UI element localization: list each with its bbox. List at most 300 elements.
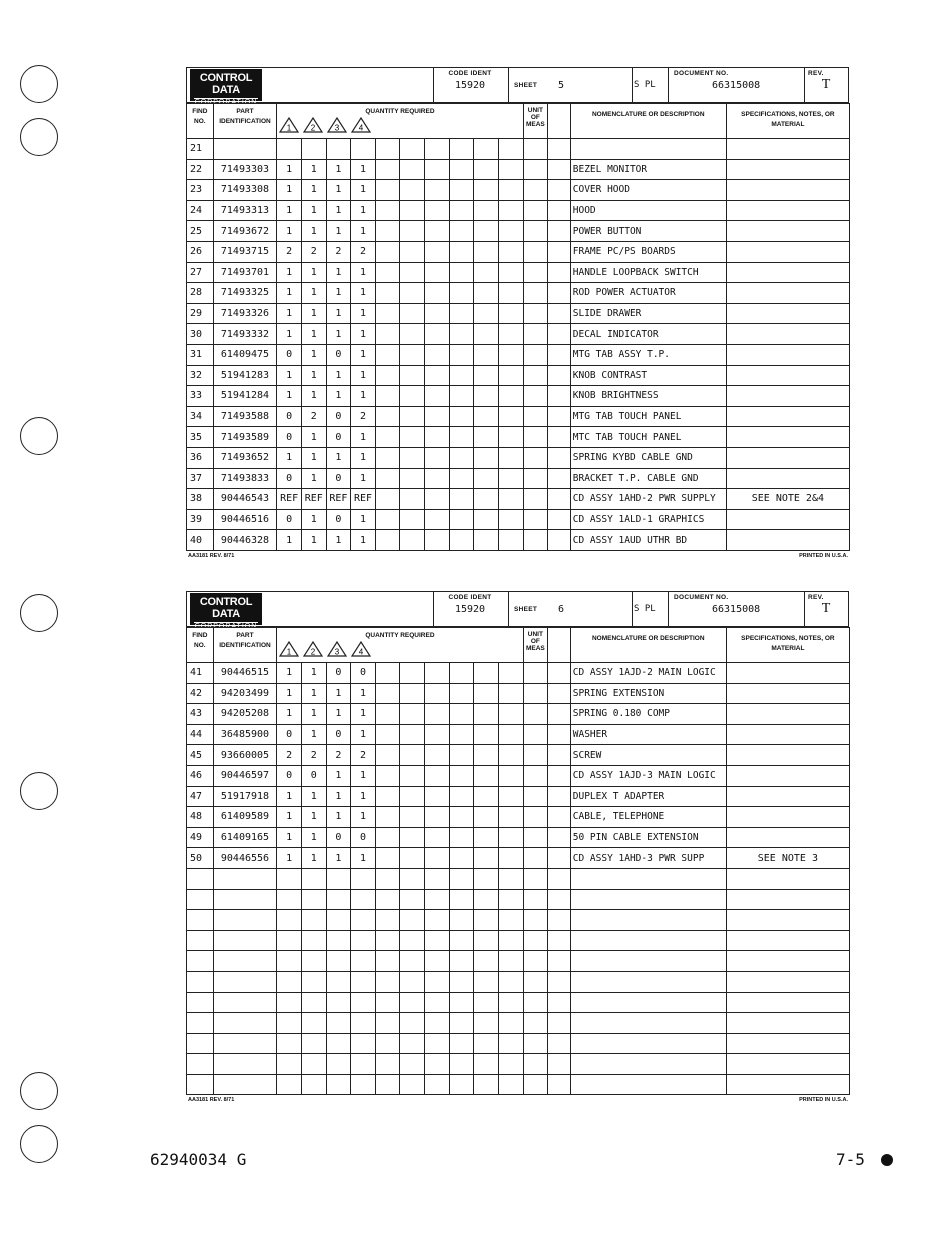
specification bbox=[726, 241, 849, 262]
code-ident-value: 15920 bbox=[454, 604, 486, 615]
qty-blank bbox=[474, 324, 499, 345]
document-box bbox=[668, 67, 805, 103]
blank-cell bbox=[548, 848, 571, 869]
description bbox=[570, 951, 726, 972]
qty-3: 1 bbox=[326, 386, 351, 407]
blank-cell bbox=[548, 663, 571, 684]
logo-line2: CORPORATION bbox=[194, 99, 258, 106]
qty-blank bbox=[375, 344, 400, 365]
qty-blank bbox=[375, 489, 400, 510]
form-number: AA3181 REV. 8/71 bbox=[188, 553, 235, 559]
qty-3 bbox=[326, 951, 351, 972]
qty-2 bbox=[301, 971, 326, 992]
qty-3: REF bbox=[326, 489, 351, 510]
binder-hole bbox=[20, 417, 58, 455]
nomenclature-header: NOMENCLATURE OR DESCRIPTION bbox=[570, 104, 726, 139]
description: CD ASSY 1AJD-3 MAIN LOGIC bbox=[570, 765, 726, 786]
blank-cell bbox=[548, 283, 571, 304]
qty-2: 1 bbox=[301, 283, 326, 304]
qty-4: 1 bbox=[351, 344, 376, 365]
table-row bbox=[187, 786, 850, 807]
part-id bbox=[213, 1074, 277, 1095]
find-no: 41 bbox=[187, 663, 214, 684]
qty-blank bbox=[498, 971, 523, 992]
qty-2 bbox=[301, 992, 326, 1013]
blank-cell bbox=[548, 324, 571, 345]
table-row bbox=[187, 159, 850, 180]
qty-blank bbox=[474, 139, 499, 160]
qty-3: 1 bbox=[326, 324, 351, 345]
table-row bbox=[187, 992, 850, 1013]
qty-blank bbox=[375, 200, 400, 221]
specification bbox=[726, 447, 849, 468]
table-row bbox=[187, 868, 850, 889]
qty-blank bbox=[400, 283, 425, 304]
blank-cell bbox=[548, 344, 571, 365]
qty-4: 1 bbox=[351, 386, 376, 407]
description: ROD POWER ACTUATOR bbox=[570, 283, 726, 304]
find-no: 47 bbox=[187, 786, 214, 807]
nomenclature-header: NOMENCLATURE OR DESCRIPTION bbox=[570, 628, 726, 663]
qty-4: 1 bbox=[351, 509, 376, 530]
find-no bbox=[187, 1033, 214, 1054]
qty-4: 1 bbox=[351, 200, 376, 221]
qty-3: 1 bbox=[326, 262, 351, 283]
blank-cell bbox=[548, 427, 571, 448]
qty-blank bbox=[498, 765, 523, 786]
binder-hole bbox=[20, 772, 58, 810]
qty-blank bbox=[375, 386, 400, 407]
qty-blank bbox=[375, 509, 400, 530]
qty-blank bbox=[498, 180, 523, 201]
qty-blank bbox=[425, 724, 450, 745]
specification bbox=[726, 889, 849, 910]
qty-blank bbox=[498, 1033, 523, 1054]
description bbox=[570, 868, 726, 889]
qty-1: 1 bbox=[277, 303, 302, 324]
part-id: 71493303 bbox=[213, 159, 277, 180]
description: CD ASSY 1AJD-2 MAIN LOGIC bbox=[570, 663, 726, 684]
qty-blank bbox=[449, 262, 474, 283]
specification bbox=[726, 1033, 849, 1054]
qty-4: 1 bbox=[351, 530, 376, 551]
qty-blank bbox=[449, 868, 474, 889]
qty-2 bbox=[301, 1013, 326, 1034]
specification bbox=[726, 704, 849, 725]
specifications-header: SPECIFICATIONS, NOTES, OR MATERIAL bbox=[726, 104, 849, 139]
qty-blank bbox=[474, 406, 499, 427]
qty-2 bbox=[301, 868, 326, 889]
spl-box bbox=[632, 67, 669, 103]
qty-blank bbox=[425, 683, 450, 704]
table-row bbox=[187, 241, 850, 262]
description: HANDLE LOOPBACK SWITCH bbox=[570, 262, 726, 283]
qty-1: 1 bbox=[277, 447, 302, 468]
qty-blank bbox=[474, 704, 499, 725]
qty-3 bbox=[326, 992, 351, 1013]
document-number-footer: 62940034 G bbox=[150, 1150, 247, 1169]
specification bbox=[726, 807, 849, 828]
qty-2 bbox=[301, 1033, 326, 1054]
qty-variant-label: 3 bbox=[335, 647, 340, 657]
find-no bbox=[187, 1013, 214, 1034]
part-id: 71493325 bbox=[213, 283, 277, 304]
qty-blank bbox=[375, 468, 400, 489]
qty-2: 1 bbox=[301, 827, 326, 848]
qty-2: 2 bbox=[301, 745, 326, 766]
find-no: 42 bbox=[187, 683, 214, 704]
document-box bbox=[668, 591, 805, 627]
qty-blank bbox=[449, 509, 474, 530]
qty-4: 1 bbox=[351, 807, 376, 828]
qty-4: 1 bbox=[351, 283, 376, 304]
dot-icon bbox=[881, 1154, 893, 1166]
part-id: 71493701 bbox=[213, 262, 277, 283]
qty-blank bbox=[400, 992, 425, 1013]
qty-variant-triangle-icon bbox=[279, 641, 299, 657]
find-no: 21 bbox=[187, 139, 214, 160]
rev-label: REV. bbox=[808, 594, 824, 601]
qty-blank bbox=[375, 848, 400, 869]
qty-1: 1 bbox=[277, 827, 302, 848]
description bbox=[570, 139, 726, 160]
qty-1 bbox=[277, 951, 302, 972]
qty-blank bbox=[400, 930, 425, 951]
code-ident-value: 15920 bbox=[454, 80, 486, 91]
qty-blank bbox=[425, 283, 450, 304]
qty-blank bbox=[449, 930, 474, 951]
description: KNOB CONTRAST bbox=[570, 365, 726, 386]
qty-variant-triangle-icon bbox=[279, 117, 299, 133]
qty-blank bbox=[425, 951, 450, 972]
qty-blank bbox=[400, 200, 425, 221]
code-ident-label: CODE IDENT bbox=[448, 70, 492, 77]
qty-blank bbox=[498, 910, 523, 931]
blank-cell bbox=[548, 745, 571, 766]
qty-4: 0 bbox=[351, 663, 376, 684]
qty-variant-triangle-icon bbox=[327, 641, 347, 657]
qty-blank bbox=[400, 241, 425, 262]
specification bbox=[726, 1074, 849, 1095]
qty-blank bbox=[400, 1054, 425, 1075]
part-id bbox=[213, 1054, 277, 1075]
description: POWER BUTTON bbox=[570, 221, 726, 242]
quantity-header: QUANTITY REQUIRED 1 2 3 4 bbox=[277, 628, 523, 663]
qty-blank bbox=[474, 262, 499, 283]
qty-2 bbox=[301, 139, 326, 160]
qty-blank bbox=[425, 848, 450, 869]
find-no: 48 bbox=[187, 807, 214, 828]
find-no: 35 bbox=[187, 427, 214, 448]
description bbox=[570, 992, 726, 1013]
binder-hole bbox=[20, 1072, 58, 1110]
part-id bbox=[213, 1033, 277, 1054]
unit-of-meas bbox=[523, 1033, 548, 1054]
qty-blank bbox=[498, 704, 523, 725]
qty-blank bbox=[474, 221, 499, 242]
logo-line2: CORPORATION bbox=[194, 623, 258, 630]
logo-line1: CONTROL DATA bbox=[199, 596, 253, 620]
blank-cell bbox=[548, 765, 571, 786]
unit-of-meas bbox=[523, 427, 548, 448]
blank-cell bbox=[548, 406, 571, 427]
specification bbox=[726, 509, 849, 530]
qty-4: 1 bbox=[351, 324, 376, 345]
qty-blank bbox=[449, 992, 474, 1013]
qty-4: 1 bbox=[351, 365, 376, 386]
specification bbox=[726, 530, 849, 551]
qty-blank bbox=[498, 365, 523, 386]
qty-blank bbox=[449, 283, 474, 304]
qty-1: 1 bbox=[277, 786, 302, 807]
qty-blank bbox=[400, 848, 425, 869]
qty-blank bbox=[400, 765, 425, 786]
sheet-label: SHEET bbox=[514, 606, 538, 613]
rev-box bbox=[804, 591, 849, 627]
qty-blank bbox=[474, 663, 499, 684]
sheet-box bbox=[508, 591, 633, 627]
table-row bbox=[187, 427, 850, 448]
qty-blank bbox=[425, 930, 450, 951]
qty-blank bbox=[400, 489, 425, 510]
qty-2: 1 bbox=[301, 447, 326, 468]
blank-cell bbox=[548, 910, 571, 931]
specification bbox=[726, 303, 849, 324]
qty-blank bbox=[375, 889, 400, 910]
qty-blank bbox=[449, 683, 474, 704]
table-row bbox=[187, 663, 850, 684]
qty-blank bbox=[425, 386, 450, 407]
qty-2: 0 bbox=[301, 765, 326, 786]
qty-blank bbox=[474, 283, 499, 304]
qty-blank bbox=[474, 827, 499, 848]
qty-2: 1 bbox=[301, 262, 326, 283]
blank-cell bbox=[548, 468, 571, 489]
specifications-header: SPECIFICATIONS, NOTES, OR MATERIAL bbox=[726, 628, 849, 663]
specification bbox=[726, 663, 849, 684]
qty-blank bbox=[449, 221, 474, 242]
qty-blank bbox=[498, 427, 523, 448]
qty-4: 1 bbox=[351, 180, 376, 201]
unit-of-meas bbox=[523, 868, 548, 889]
qty-blank bbox=[449, 468, 474, 489]
qty-blank bbox=[474, 159, 499, 180]
qty-blank bbox=[498, 992, 523, 1013]
qty-variant-row bbox=[277, 117, 522, 136]
qty-blank bbox=[474, 786, 499, 807]
find-no: 34 bbox=[187, 406, 214, 427]
qty-blank bbox=[449, 807, 474, 828]
qty-1: 1 bbox=[277, 530, 302, 551]
qty-variant-label: 2 bbox=[311, 123, 316, 133]
qty-variant-triangle-icon bbox=[351, 641, 371, 657]
binder-hole bbox=[20, 65, 58, 103]
unit-of-meas bbox=[523, 745, 548, 766]
part-id bbox=[213, 1013, 277, 1034]
qty-blank bbox=[449, 427, 474, 448]
qty-1: 0 bbox=[277, 724, 302, 745]
qty-blank bbox=[425, 262, 450, 283]
table-row bbox=[187, 139, 850, 160]
part-id: 90446597 bbox=[213, 765, 277, 786]
qty-variant-label: 2 bbox=[311, 647, 316, 657]
table-row bbox=[187, 827, 850, 848]
qty-2: 1 bbox=[301, 509, 326, 530]
unit-of-meas bbox=[523, 724, 548, 745]
qty-4 bbox=[351, 930, 376, 951]
part-id: 71493715 bbox=[213, 241, 277, 262]
qty-blank bbox=[474, 509, 499, 530]
qty-2: 1 bbox=[301, 344, 326, 365]
qty-2: 1 bbox=[301, 468, 326, 489]
qty-blank bbox=[449, 971, 474, 992]
qty-blank bbox=[425, 159, 450, 180]
qty-blank bbox=[425, 530, 450, 551]
unit-of-meas bbox=[523, 509, 548, 530]
find-no: 22 bbox=[187, 159, 214, 180]
qty-1 bbox=[277, 1013, 302, 1034]
qty-blank bbox=[449, 704, 474, 725]
page-number-footer bbox=[836, 1150, 893, 1169]
qty-3: 1 bbox=[326, 683, 351, 704]
specification bbox=[726, 786, 849, 807]
blank-cell bbox=[548, 139, 571, 160]
qty-blank bbox=[449, 951, 474, 972]
qty-blank bbox=[449, 386, 474, 407]
table-row bbox=[187, 683, 850, 704]
blank-cell bbox=[548, 1033, 571, 1054]
part-id bbox=[213, 889, 277, 910]
part-id: 71493308 bbox=[213, 180, 277, 201]
description bbox=[570, 971, 726, 992]
title-block bbox=[186, 591, 850, 630]
qty-blank bbox=[474, 468, 499, 489]
table-row bbox=[187, 1013, 850, 1034]
qty-blank bbox=[425, 344, 450, 365]
qty-1: 1 bbox=[277, 200, 302, 221]
qty-2: 1 bbox=[301, 786, 326, 807]
qty-blank bbox=[449, 889, 474, 910]
blank-cell bbox=[548, 889, 571, 910]
part-id: 61409475 bbox=[213, 344, 277, 365]
specification bbox=[726, 139, 849, 160]
unit-of-meas bbox=[523, 910, 548, 931]
qty-blank bbox=[425, 427, 450, 448]
part-id bbox=[213, 868, 277, 889]
qty-2: REF bbox=[301, 489, 326, 510]
qty-blank bbox=[425, 992, 450, 1013]
qty-4: REF bbox=[351, 489, 376, 510]
qty-variant-label: 3 bbox=[335, 123, 340, 133]
table-row bbox=[187, 386, 850, 407]
binder-hole bbox=[20, 118, 58, 156]
qty-blank bbox=[375, 303, 400, 324]
qty-blank bbox=[474, 848, 499, 869]
qty-4: 1 bbox=[351, 704, 376, 725]
qty-blank bbox=[498, 324, 523, 345]
blank-cell bbox=[548, 786, 571, 807]
qty-blank bbox=[375, 704, 400, 725]
qty-blank bbox=[449, 910, 474, 931]
qty-blank bbox=[400, 745, 425, 766]
find-no bbox=[187, 1054, 214, 1075]
qty-blank bbox=[498, 530, 523, 551]
qty-4 bbox=[351, 910, 376, 931]
specification bbox=[726, 344, 849, 365]
qty-blank bbox=[425, 324, 450, 345]
qty-blank bbox=[400, 786, 425, 807]
part-id bbox=[213, 139, 277, 160]
qty-2: 1 bbox=[301, 386, 326, 407]
qty-blank bbox=[425, 868, 450, 889]
qty-4: 1 bbox=[351, 447, 376, 468]
qty-blank bbox=[400, 447, 425, 468]
qty-2: 1 bbox=[301, 221, 326, 242]
qty-blank bbox=[449, 303, 474, 324]
qty-blank bbox=[449, 200, 474, 221]
qty-blank bbox=[400, 180, 425, 201]
table-row bbox=[187, 365, 850, 386]
unit-of-meas bbox=[523, 200, 548, 221]
unit-of-meas bbox=[523, 889, 548, 910]
part-id: 90446516 bbox=[213, 509, 277, 530]
description: MTG TAB TOUCH PANEL bbox=[570, 406, 726, 427]
qty-blank bbox=[400, 324, 425, 345]
specification bbox=[726, 283, 849, 304]
qty-1: 1 bbox=[277, 221, 302, 242]
qty-1: 1 bbox=[277, 365, 302, 386]
qty-blank bbox=[375, 1013, 400, 1034]
qty-2 bbox=[301, 889, 326, 910]
qty-blank bbox=[425, 180, 450, 201]
qty-3: 1 bbox=[326, 200, 351, 221]
table-row bbox=[187, 1054, 850, 1075]
description: COVER HOOD bbox=[570, 180, 726, 201]
blank-cell bbox=[548, 1013, 571, 1034]
qty-blank bbox=[474, 489, 499, 510]
qty-3 bbox=[326, 1013, 351, 1034]
qty-blank bbox=[400, 1033, 425, 1054]
table-row bbox=[187, 889, 850, 910]
qty-blank bbox=[375, 447, 400, 468]
qty-blank bbox=[375, 221, 400, 242]
qty-blank bbox=[498, 786, 523, 807]
parts-table bbox=[186, 627, 850, 1095]
qty-blank bbox=[474, 807, 499, 828]
part-id: 94205208 bbox=[213, 704, 277, 725]
qty-blank bbox=[498, 386, 523, 407]
specification bbox=[726, 221, 849, 242]
find-no bbox=[187, 910, 214, 931]
blank-cell bbox=[548, 447, 571, 468]
qty-blank bbox=[400, 530, 425, 551]
printed-in-usa: PRINTED IN U.S.A. bbox=[799, 553, 848, 559]
unit-of-meas bbox=[523, 951, 548, 972]
part-id: 71493332 bbox=[213, 324, 277, 345]
blank-header bbox=[548, 104, 571, 139]
description: DECAL INDICATOR bbox=[570, 324, 726, 345]
part-id: 93660005 bbox=[213, 745, 277, 766]
qty-blank bbox=[400, 910, 425, 931]
blank-cell bbox=[548, 386, 571, 407]
qty-blank bbox=[425, 509, 450, 530]
qty-3: 0 bbox=[326, 427, 351, 448]
unit-of-meas-header: UNIT OF MEAS bbox=[523, 628, 548, 663]
qty-blank bbox=[425, 663, 450, 684]
qty-blank bbox=[498, 683, 523, 704]
qty-blank bbox=[400, 344, 425, 365]
table-row bbox=[187, 406, 850, 427]
